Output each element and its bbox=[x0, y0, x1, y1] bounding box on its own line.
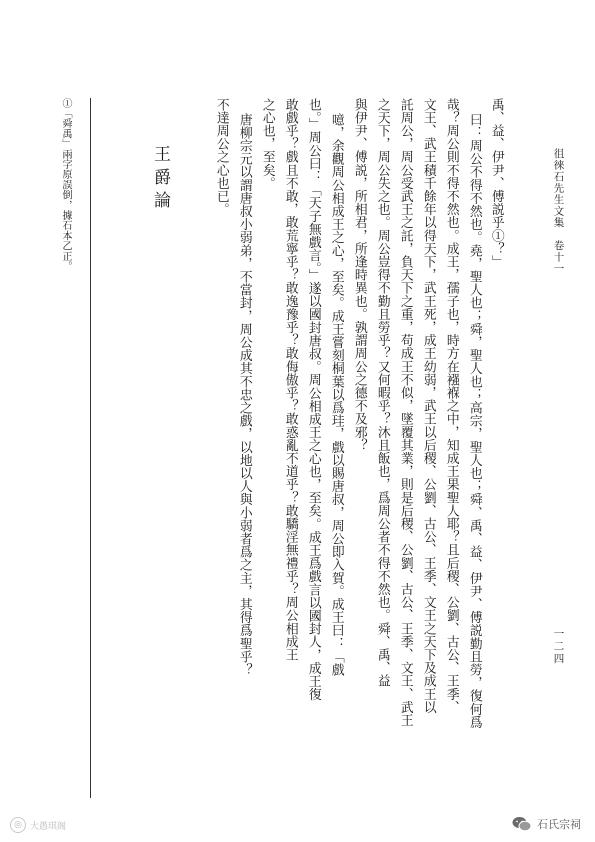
text-column: 不達周公之心也已。 bbox=[213, 98, 229, 216]
text-column: 噫，余觀周公相成王之心，至矣。成王嘗刻桐葉以爲珪，戲以賜唐叔，周公即入賀。成王曰：「戲 bbox=[328, 113, 344, 677]
text-column: 之心也，至矣。 bbox=[259, 98, 275, 190]
running-header-title bbox=[553, 148, 564, 275]
book-title: 徂徠石先生文集 bbox=[552, 148, 565, 229]
watermark-left bbox=[10, 817, 66, 833]
watermark-left-text: 大愚琪阁 bbox=[30, 821, 67, 832]
text-column: 哉？周公則不得不然也。成王，孺子也，時方在襁褓之中，知成王果聖人耶？且后稷、公劉、古公、王季、 bbox=[443, 98, 459, 714]
text-column: 曰：周公不得不然也。堯，聖人也；舜，聖人也；高宗，聖人也；舜、禹、益、伊尹、傅説勤且勞，復何爲 bbox=[466, 113, 482, 729]
text-column: 之天下，周公失之也。周公豈得不勤且勞乎？又何暇乎？沐且飯也，爲周公者不得不然也。舜、禹、益 bbox=[374, 98, 390, 688]
watermark-right-text: 石氏宗祠 bbox=[537, 818, 581, 831]
text-column: 也。」周公曰：「天子無戲言。」遂以國封唐叔。周公相成王之心也，至矣。成王爲戲言以國封人，成王復 bbox=[305, 98, 321, 701]
text-column: 文王、武王積千餘年以得天下，武王死，成王幼弱，武王以后稷、公劉、古公、王季、文王之天下及成王以 bbox=[420, 98, 436, 714]
watermark-circle-icon: ◎ bbox=[10, 817, 26, 833]
wechat-icon bbox=[512, 816, 532, 832]
watermark-right bbox=[512, 816, 581, 832]
footnote-divider bbox=[90, 98, 91, 798]
text-column: 敢戲乎？戲且不敢，敢荒寧乎？敢逸豫乎？敢侮傲乎？敢惑亂不道乎？敢驕淫無禮乎？周公相成王 bbox=[282, 98, 298, 662]
volume-label: 卷十一 bbox=[552, 240, 565, 275]
page-number: 一二四 bbox=[552, 628, 565, 666]
footnote: ①「舜禹」兩字原誤倒，據石本乙正。 bbox=[60, 98, 71, 272]
text-column: 唐柳宗元以謂唐叔小弱弟，不當封，周公成其不忠之戲，以地以人與小弱者爲之主，其得爲聖乎？ bbox=[236, 113, 252, 677]
text-column: 與伊尹、傅説，所相君，所逢時異也。孰謂周公之德不及邪？ bbox=[351, 98, 367, 452]
text-column: 託周公，周公受武王之託，負天下之重，苟成王不似，墜覆其業，則是后稷、公劉、古公、王季、文王、武王 bbox=[397, 98, 413, 727]
section-heading: 王爵論 bbox=[150, 145, 170, 214]
text-column: 禹、益、伊尹、傅説乎①？」 bbox=[488, 98, 504, 269]
